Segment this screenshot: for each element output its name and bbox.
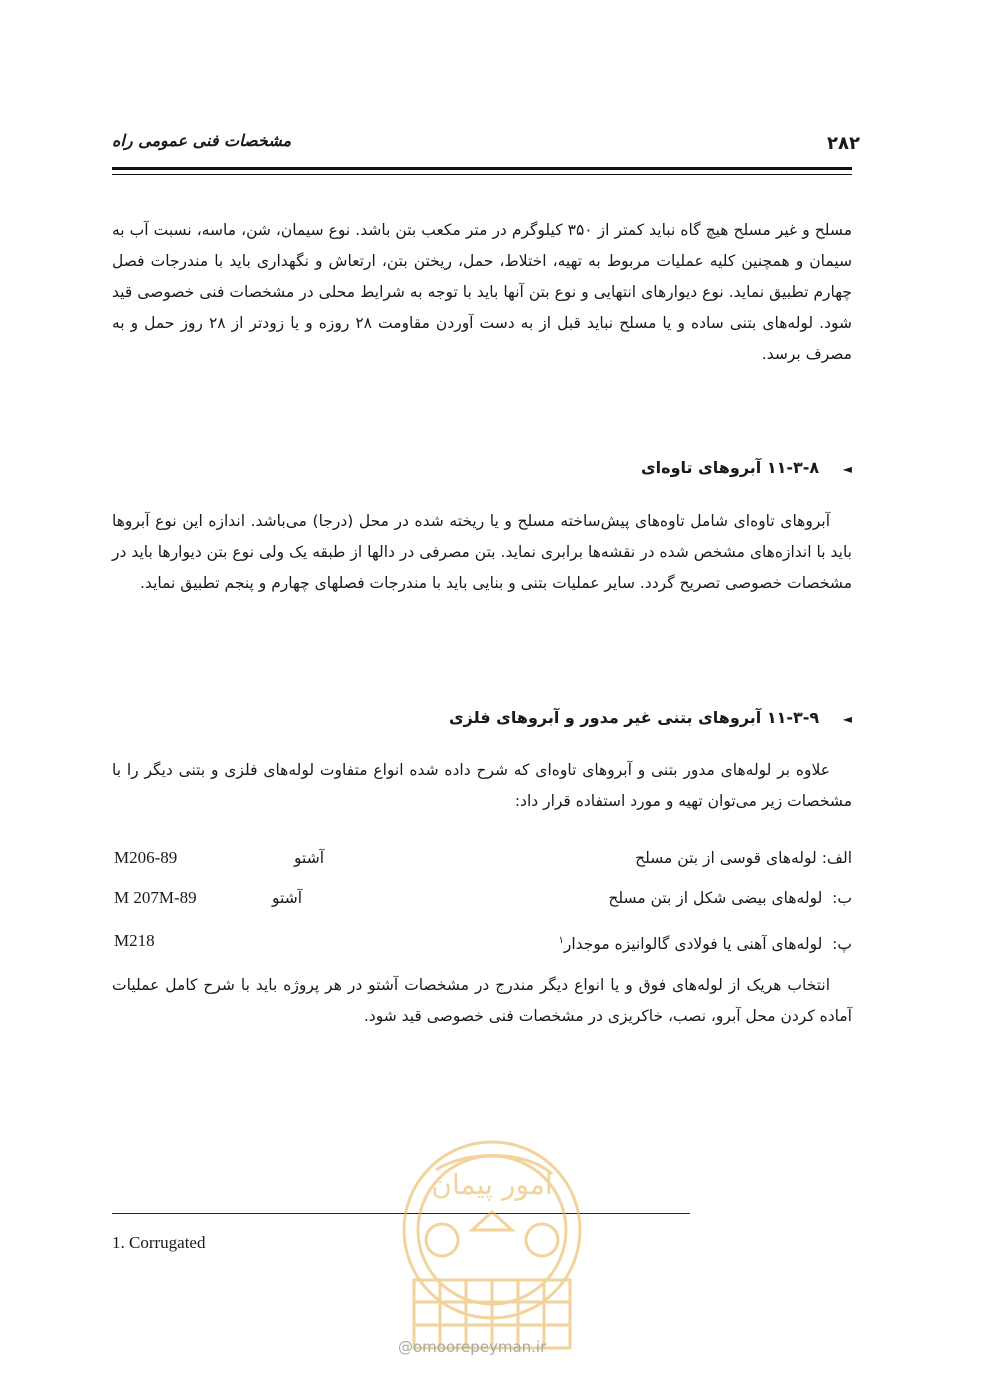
section-title: آبروهای تاوه‌ای — [640, 458, 762, 477]
section-heading-8 — [112, 453, 852, 484]
section-number: ۱۱-۳-۸ — [766, 458, 820, 477]
paragraph-text: انتخاب هریک از لوله‌های فوق و یا انواع دیگر مندرج در مشخصات آشتو در هر پروژه باید با شرح کامل عملیات آماده کردن محل آبرو، نصب، خاکریزی در مشخصات فنی خصوصی قید شود. — [112, 976, 852, 1025]
paragraph-text: مسلح و غیر مسلح هیچ گاه نباید کمتر از ۳۵۰ کیلوگرم در متر مکعب بتن باشد. نوع سیمان، شن، ماسه، نسبت آب به سیمان و همچنین کلیه عملیات مربوط به تهیه، اختلاط، حمل، ریختن بتن، ارتعاش و نگهداری باید با مندرجات فصل چهارم تطبیق نماید. نوع دیوارهای انتهایی و نوع بتن آنها باید با توجه به شرایط محلی در مشخصات فنی خصوصی قید شود. لوله‌های بتنی ساده و یا مسلح نباید قبل از به دست آوردن مقاومت ۲۸ روزه و یا زودتر از ۲۸ روز حمل و به مصرف برسد. — [112, 221, 853, 363]
watermark-logo-icon — [376, 1130, 608, 1352]
header-rule-thick — [112, 167, 852, 170]
item-text: لوله‌های بیضی شکل از بتن مسلح — [608, 889, 823, 907]
footnote: 1. Corrugated — [112, 1233, 206, 1252]
bullet-arrow-icon: ◄ — [842, 462, 852, 476]
item-text: لوله‌های آهنی یا فولادی گالوانیزه موجدار — [563, 935, 823, 954]
item-label: پ: — [832, 935, 852, 954]
header-rule-thin — [112, 174, 852, 175]
standard-code: M206-89 — [114, 848, 178, 867]
list-item — [112, 883, 852, 913]
standard-name: آشتو — [272, 889, 302, 907]
paragraph-intro — [112, 755, 852, 817]
item-label: ب: — [832, 889, 852, 907]
list-item — [112, 843, 852, 873]
page-number: ۲۸۲ — [827, 133, 860, 154]
paragraph-text: آبروهای تاوه‌ای شامل تاوه‌های پیش‌ساخته مسلح و یا ریخته شده در محل (درجا) می‌باشد. اندازه این نوع آبروها باید با اندازه‌های مشخص شده در نقشه‌ها برابری نماید. بتن مصرفی در دالها از طبقه یک ولی نوع بتن دیوارها باید در مشخصات خصوصی تصریح گردد. سایر عملیات بتنی و بنایی باید با مندرجات فصلهای چهارم و پنجم تطبیق نماید. — [112, 512, 852, 592]
section-title: آبروهای بتنی غیر مدور و آبروهای فلزی — [448, 708, 762, 727]
paragraph-slab-culverts — [112, 506, 852, 599]
watermark-logo-text: امور پیمان — [431, 1168, 553, 1201]
section-heading-9 — [112, 703, 852, 734]
item-text: لوله‌های قوسی از بتن مسلح — [635, 849, 817, 867]
paragraph-closing — [112, 970, 852, 1032]
bullet-arrow-icon: ◄ — [842, 712, 852, 726]
standard-code: M218 — [114, 931, 155, 950]
standard-code: M 207M-89 — [114, 888, 197, 907]
section-number: ۱۱-۳-۹ — [766, 708, 820, 727]
paragraph-text: علاوه بر لوله‌های مدور بتنی و آبروهای تاوه‌ای که شرح داده شده انواع متفاوت لوله‌های فلزی و بتنی دیگر را با مشخصات زیر می‌توان تهیه و مورد استفاده قرار داد: — [112, 761, 852, 810]
paragraph-concrete-pipes — [112, 215, 852, 370]
running-title: مشخصات فنی عمومی راه — [112, 131, 292, 150]
item-label: الف: — [821, 849, 852, 867]
list-item — [112, 926, 852, 956]
watermark-url: @omoorepeyman.ir — [398, 1338, 547, 1356]
footnote-ref[interactable]: ۱ — [558, 935, 564, 946]
standard-name: آشتو — [294, 849, 324, 867]
